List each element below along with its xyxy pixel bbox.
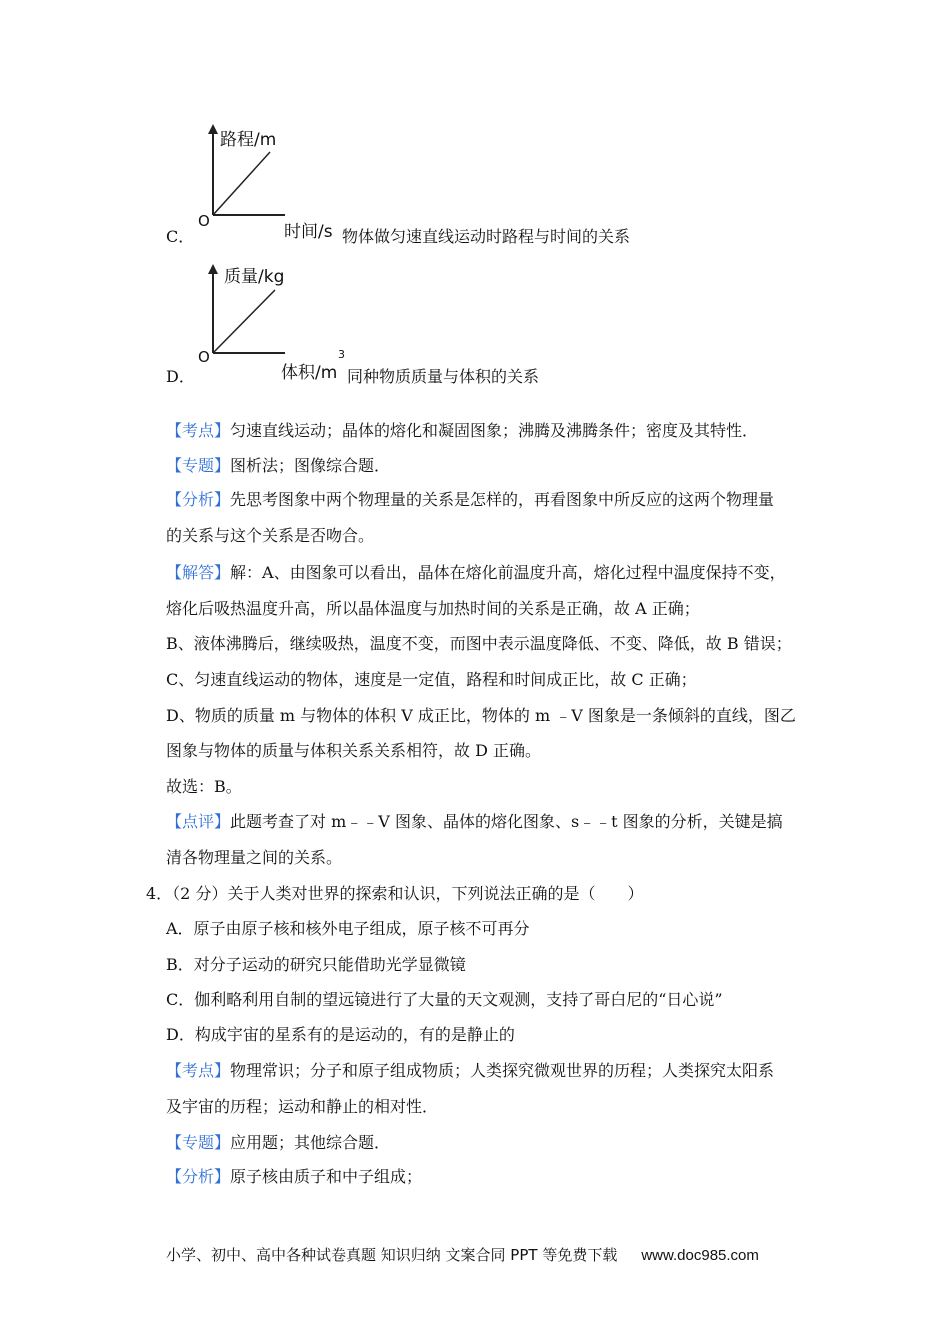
q3-jieda-line5: D、物质的质量 m 与物体的体积 V 成正比，物体的 m ﹣V 图象是一条倾斜的直线，图乙 [166, 706, 796, 725]
q3-dianping [166, 812, 783, 832]
q4-fenxi-tag: 【分析】 [166, 1167, 231, 1186]
q4-zhuanti-tag: 【专题】 [166, 1133, 231, 1152]
footer-text: 小学、初中、高中各种试卷真题 知识归纳 文案合同 PPT 等免费下载 [166, 1246, 618, 1264]
q4-option-b: B．对分子运动的研究只能借助光学显微镜 [166, 955, 466, 974]
q3-jieda [166, 563, 786, 583]
q3-jieda-line4: C、匀速直线运动的物体，速度是一定值，路程和时间成正比，故 C 正确； [166, 670, 697, 689]
option-d-letter: D． [166, 367, 195, 386]
q4-kaodian-line2: 及宇宙的历程；运动和静止的相对性． [166, 1097, 439, 1116]
page-footer [166, 1244, 759, 1265]
option-c-y-axis-label: 路程/m [220, 130, 277, 150]
q4-zhuanti-text: 应用题；其他综合题． [230, 1133, 391, 1152]
q3-fenxi-tag: 【分析】 [166, 490, 231, 509]
q3-fenxi-line1: 先思考图象中两个物理量的关系是怎样的，再看图象中所反应的这两个物理量 [230, 490, 775, 509]
q3-zhuanti-text: 图析法；图像综合题． [230, 456, 391, 475]
q4-kaodian [166, 1061, 774, 1081]
q3-dianping-line1: 此题考查了对 m﹣﹣V 图象、晶体的熔化图象、s﹣﹣t 图象的分析，关键是搞 [230, 812, 783, 831]
q3-kaodian [166, 421, 758, 441]
q3-jieda-line6: 图象与物体的质量与体积关系关系相符，故 D 正确。 [166, 741, 542, 760]
option-d-y-axis-label: 质量/kg [224, 267, 285, 287]
option-d-caption: 同种物质质量与体积的关系 [347, 367, 540, 386]
q4-zhuanti [166, 1133, 390, 1153]
option-c-letter: C． [166, 227, 195, 246]
q3-jieda-line1: 解：A、由图象可以看出，晶体在熔化前温度升高，熔化过程中温度保持不变， [230, 563, 786, 582]
option-c-origin: O [198, 212, 210, 230]
q4-option-a: A．原子由原子核和核外电子组成，原子核不可再分 [166, 919, 530, 938]
q3-choice: 故选：B。 [166, 777, 242, 796]
q3-fenxi [166, 490, 774, 510]
q3-zhuanti-tag: 【专题】 [166, 456, 231, 475]
q3-jieda-tag: 【解答】 [166, 563, 231, 582]
q4-option-c: C．伽利略利用自制的望远镜进行了大量的天文观测，支持了哥白尼的“日心说” [166, 990, 723, 1009]
footer-site-link[interactable]: www.doc985.com [641, 1247, 759, 1264]
q3-kaodian-text: 匀速直线运动；晶体的熔化和凝固图象；沸腾及沸腾条件；密度及其特性． [230, 421, 759, 440]
q3-zhuanti [166, 456, 390, 476]
option-c-x-axis-label: 时间/s [284, 222, 333, 242]
q4-kaodian-tag: 【考点】 [166, 1061, 231, 1080]
option-d-x-axis-sup: 3 [338, 348, 345, 361]
q3-fenxi-line2: 的关系与这个关系是否吻合。 [166, 526, 375, 545]
q3-dianping-tag: 【点评】 [166, 812, 231, 831]
q3-dianping-line2: 清各物理量之间的关系。 [166, 848, 343, 867]
option-c-caption: 物体做匀速直线运动时路程与时间的关系 [342, 227, 631, 246]
q4-kaodian-line1: 物理常识；分子和原子组成物质；人类探究微观世界的历程；人类探究太阳系 [230, 1061, 775, 1080]
option-d-x-axis-label: 体积/m [281, 363, 338, 383]
q4-option-d: D．构成宇宙的星系有的是运动的，有的是静止的 [166, 1025, 515, 1044]
q4-fenxi [166, 1167, 422, 1187]
q4-stem: 4．（2 分）关于人类对世界的探索和认识，下列说法正确的是（ ） [146, 884, 644, 903]
option-d-origin: O [198, 348, 210, 366]
q3-jieda-line3: B、液体沸腾后，继续吸热，温度不变，而图中表示温度降低、不变、降低，故 B 错误； [166, 634, 792, 653]
q3-kaodian-tag: 【考点】 [166, 421, 231, 440]
q4-fenxi-text: 原子核由质子和中子组成； [230, 1167, 423, 1186]
q3-jieda-line2: 熔化后吸热温度升高，所以晶体温度与加热时间的关系是正确，故 A 正确； [166, 599, 700, 618]
